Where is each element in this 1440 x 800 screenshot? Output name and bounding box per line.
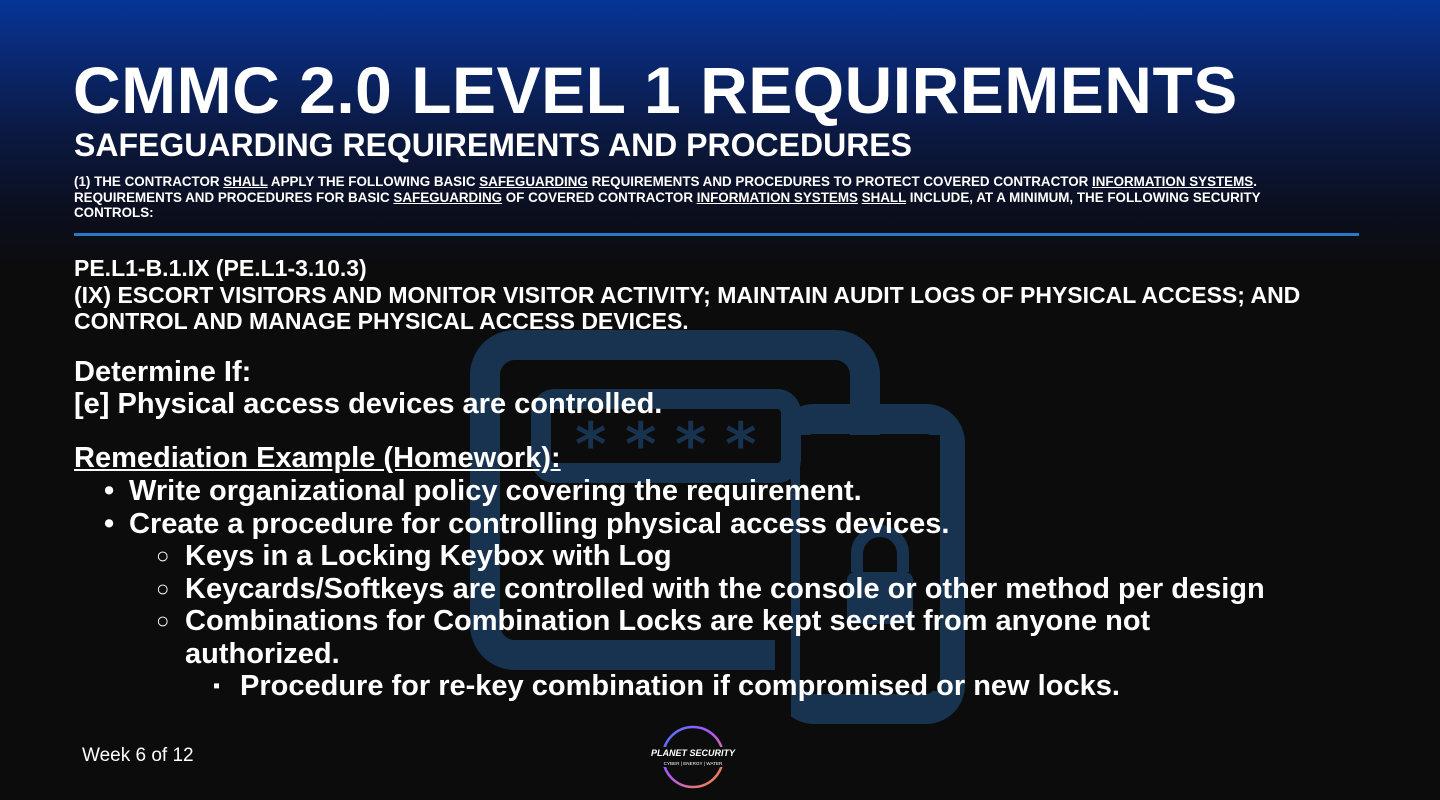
svg-text:*: * [575, 410, 607, 480]
bullet-circle-icon: ○ [156, 543, 170, 568]
determine-item: [e] Physical access devices are controlled. [74, 388, 663, 420]
planet-security-logo [645, 722, 741, 792]
svg-text:*: * [625, 410, 657, 480]
remediation-heading: Remediation Example (Homework): [74, 442, 561, 474]
control-id: PE.L1-B.1.IX (PE.L1-3.10.3) [74, 255, 367, 281]
svg-text:CYBER | ENERGY | WATER: CYBER | ENERGY | WATER [663, 761, 723, 766]
page-title: CMMC 2.0 LEVEL 1 REQUIREMENTS [73, 53, 1238, 127]
list-item: • Write organizational policy covering the requirement. [104, 475, 862, 507]
svg-text:PLANET SECURITY: PLANET SECURITY [650, 748, 736, 758]
list-item: • Create a procedure for controlling physical access devices. [104, 507, 950, 540]
svg-text:*: * [675, 410, 707, 480]
week-indicator: Week 6 of 12 [82, 745, 194, 766]
section-divider [74, 233, 1359, 236]
list-item: ▪ Procedure for re-key combination if compromised or new locks. [213, 670, 1120, 702]
bullet-square-icon: ▪ [213, 675, 221, 697]
determine-block [74, 356, 662, 420]
intro-paragraph: (1) THE CONTRACTOR SHALL APPLY THE FOLLOWING BASIC SAFEGUARDING REQUIREMENTS AND PROCEDURES TO PROTECT COVERED CONTRACTOR INFORMATION SYSTEMS. REQUIREMENTS AND PROCEDURES FOR BASIC SAFEGUARDING OF COVERED CONTRACTOR INFORMATION SYSTEMS SHALL INCLUDE, AT A MINIMUM, THE FOLLOWING SECURITY CONTROLS: [74, 174, 1261, 220]
bullet-circle-icon: ○ [156, 608, 170, 633]
list-item: ○ Keys in a Locking Keybox with Log [156, 540, 672, 572]
bullet-dot-icon: • [104, 507, 115, 540]
bullet-circle-icon: ○ [156, 575, 170, 601]
page-subtitle: SAFEGUARDING REQUIREMENTS AND PROCEDURES [74, 127, 912, 163]
bullet-dot-icon: • [104, 475, 115, 507]
control-description: (IX) ESCORT VISITORS AND MONITOR VISITOR ACTIVITY; MAINTAIN AUDIT LOGS OF PHYSICAL ACCESS; AND CONTROL AND MANAGE PHYSICAL ACCESS DEVICES. [74, 282, 1301, 334]
list-item: ○ Keycards/Softkeys are controlled with the console or other method per design [156, 572, 1265, 605]
remediation-list [0, 475, 1265, 703]
list-item: ○ Combinations for Combination Locks are kept secret from anyone not authorized. [156, 605, 1151, 670]
svg-text:*: * [725, 410, 757, 480]
determine-heading: Determine If: [74, 356, 252, 388]
